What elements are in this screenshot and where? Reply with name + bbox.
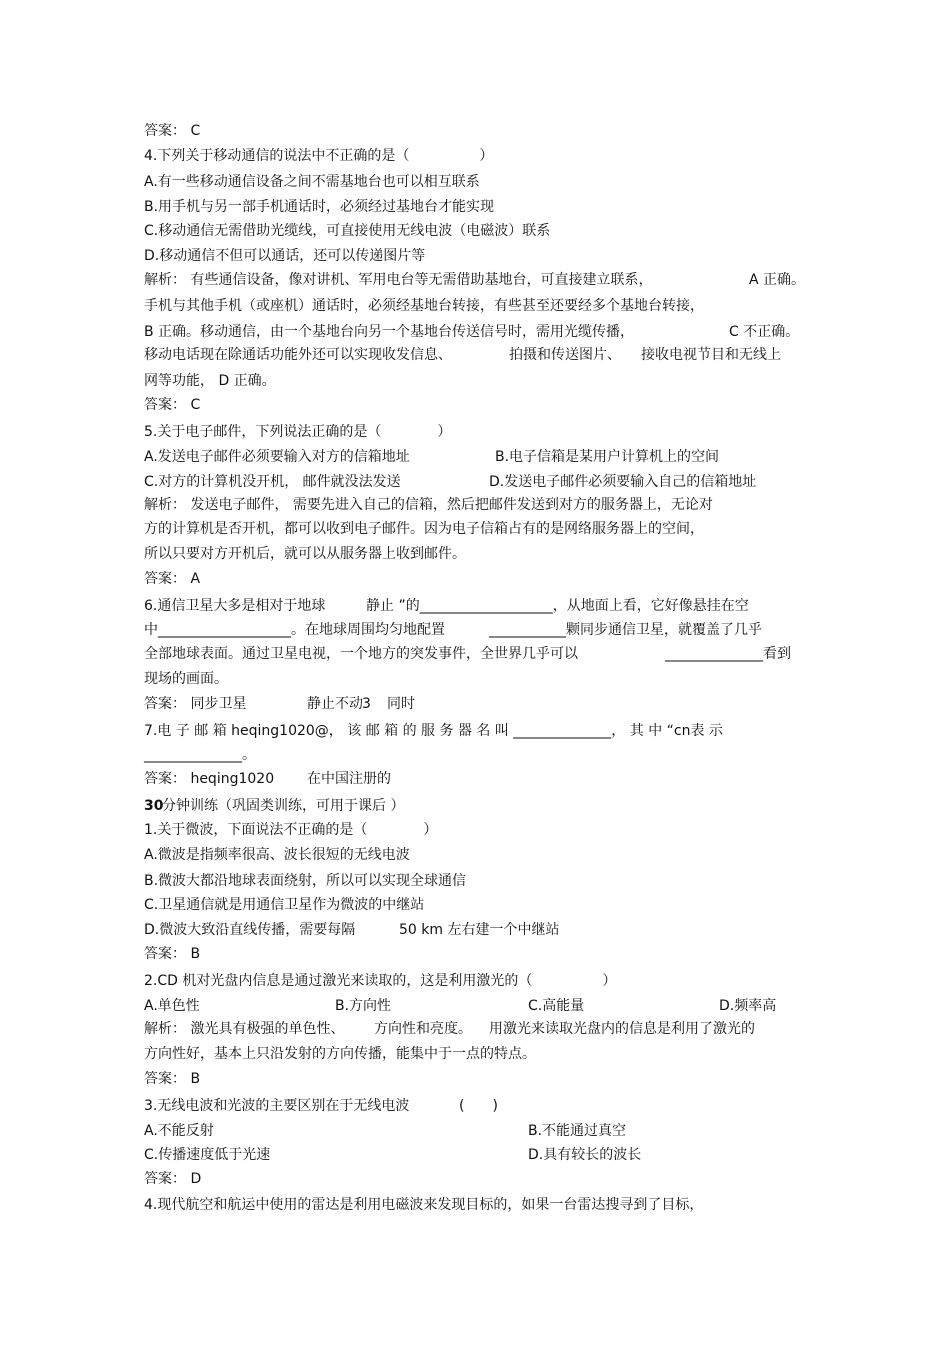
option-b: B.方向性 — [335, 998, 392, 1014]
explanation-text: 接收电视节目和无线上 — [641, 347, 781, 363]
option-a: A.单色性 — [144, 998, 200, 1014]
option-c: C.卫星通信就是用通信卫星作为微波的中继站 — [144, 897, 425, 913]
question-1: 1.关于微波，下面说法不正确的是（ ） — [144, 822, 438, 838]
section-title: 分钟训练（巩固类训练，可用于课后 ） — [162, 798, 405, 814]
explanation-line: 所以只要对方开机后，就可以从服务器上收到邮件。 — [144, 546, 466, 562]
question-text: ( ) — [459, 1098, 498, 1114]
question-6-cont: 现场的画面。 — [144, 671, 228, 687]
option-d: D.发送电子邮件必须要输入自己的信箱地址 — [489, 474, 757, 490]
explanation-text: C 不正确。 — [729, 324, 800, 340]
option-a: A.发送电子邮件必须要输入对方的信箱地址 — [144, 449, 410, 465]
question-7: 7.电 子 邮 箱 heqing1020@， 该 邮 箱 的 服 务 器 名 叫 ______________， 其 中 “cn表 示 — [144, 723, 723, 739]
question-text: ______________看到 — [665, 646, 791, 662]
question-text: 3.无线电波和光波的主要区别在于无线电波 — [144, 1098, 410, 1114]
question-2: 2.CD 机对光盘内信息是通过激光来读取的，这是利用激光的（ ） — [144, 973, 617, 989]
question-text: ___________颗同步通信卫星，就覆盖了几乎 — [489, 622, 762, 638]
option-d: D.移动通信不但可以通话，还可以传递图片等 — [144, 248, 426, 264]
explanation-text: 方向性和亮度。 — [374, 1021, 472, 1037]
question-4: 4.现代航空和航运中使用的雷达是利用电磁波来发现目标的，如果一台雷达搜寻到了目标， — [144, 1197, 704, 1213]
section-number: 30 — [144, 798, 164, 814]
explanation-line: 解析： 发送电子邮件， 需要先进入自己的信箱，然后把邮件发送到对方的服务器上，无论对 — [144, 497, 713, 513]
question-5: 5.关于电子邮件，下列说法正确的是（ ） — [144, 424, 452, 440]
answer-text: 在中国注册的 — [307, 771, 391, 787]
explanation-text: B 正确。移动通信，由一个基地台向另一个基地台传送信号时，需用光缆传播， — [144, 324, 635, 340]
option-b: B.不能通过真空 — [528, 1123, 627, 1139]
option-c: C.高能量 — [528, 998, 585, 1014]
question-text: 静止 ”的___________________，从地面上看，它好像悬挂在空 — [366, 598, 749, 614]
option-d: D.频率高 — [719, 998, 777, 1014]
explanation-text: 用激光来读取光盘内的信息是利用了激光的 — [489, 1021, 755, 1037]
explanation-text: 解析： 有些通信设备，像对讲机、军用电台等无需借助基地台，可直接建立联系， — [144, 272, 653, 288]
explanation-line: 方向性好，基本上只沿发射的方向传播，能集中于一点的特点。 — [144, 1046, 536, 1062]
option-a: A.不能反射 — [144, 1123, 214, 1139]
explanation-text: A 正确。 — [749, 272, 806, 288]
answer-line: 答案： B — [144, 1071, 201, 1087]
answer-text: 答案： 同步卫星 — [144, 696, 247, 712]
explanation-text: 拍摄和传送图片、 — [509, 347, 621, 363]
answer-line: 答案： B — [144, 946, 201, 962]
option-b: B.电子信箱是某用户计算机上的空间 — [495, 449, 720, 465]
explanation-text: 解析： 激光具有极强的单色性、 — [144, 1021, 345, 1037]
option-text: 50 km 左右建一个中继站 — [399, 922, 560, 938]
question-text: 6.通信卫星大多是相对于地球 — [144, 598, 326, 614]
option-b: B.用手机与另一部手机通话时，必须经过基地台才能实现 — [144, 199, 495, 215]
answer-text: 静止不动 — [307, 696, 363, 712]
option-d: D.具有较长的波长 — [528, 1147, 642, 1163]
answer-text: 答案： heqing1020 — [144, 771, 275, 787]
answer-line: 答案： C — [144, 397, 201, 413]
option-text: D.微波大致沿直线传播，需要每隔 — [144, 922, 356, 938]
explanation-text: 移动电话现在除通话功能外还可以实现收发信息、 — [144, 347, 452, 363]
option-a: A.有一些移动通信设备之间不需基地台也可以相互联系 — [144, 174, 480, 190]
explanation-line: 方的计算机是否开机，都可以收到电子邮件。因为电子信箱占有的是网络服务器上的空间， — [144, 521, 704, 537]
question-text: 中___________________。在地球周围均匀地配置 — [144, 622, 445, 638]
answer-line: 答案： C — [144, 123, 201, 139]
explanation-line: 网等功能， D 正确。 — [144, 373, 276, 389]
option-c: C.对方的计算机没开机， 邮件就没法发送 — [144, 474, 401, 490]
option-c: C.移动通信无需借助光缆线，可直接使用无线电波（电磁波）联系 — [144, 223, 551, 239]
question-4: 4.下列关于移动通信的说法中不正确的是（ ） — [144, 148, 494, 164]
explanation-line: 手机与其他手机（或座机）通话时，必须经基地台转接，有些甚至还要经多个基地台转接， — [144, 298, 704, 314]
answer-text: 同时 — [387, 696, 415, 712]
answer-text: 3 — [362, 696, 371, 712]
answer-line: 答案： D — [144, 1171, 202, 1187]
option-b: B.微波大都沿地球表面绕射，所以可以实现全球通信 — [144, 873, 467, 889]
question-text: 全部地球表面。通过卫星电视，一个地方的突发事件，全世界几乎可以 — [144, 646, 578, 662]
option-c: C.传播速度低于光速 — [144, 1147, 271, 1163]
answer-line: 答案： A — [144, 571, 201, 587]
question-7-cont: ______________。 — [144, 747, 256, 763]
option-a: A.微波是指频率很高、波长很短的无线电波 — [144, 847, 410, 863]
